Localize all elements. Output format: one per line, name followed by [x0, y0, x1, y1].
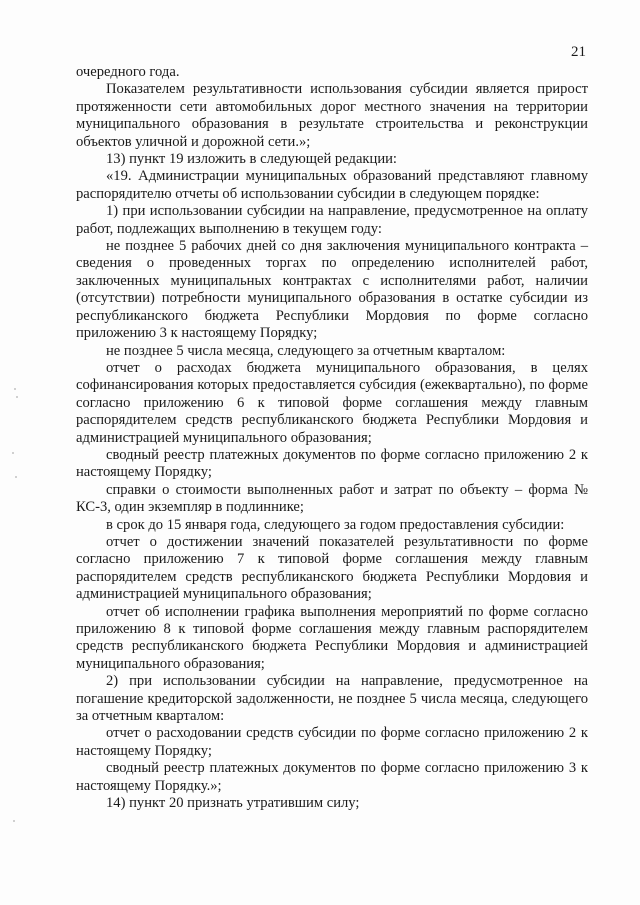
page-number: 21 [571, 44, 586, 60]
paragraph-subitem-1: 1) при использовании субсидии на направление, предусмотренное на оплату работ, подлежащих выполнению в текущем году: [76, 203, 588, 237]
paragraph-continuation: очередного года. [76, 64, 180, 80]
paragraph-registry: сводный реестр платежных документов по форме согласно приложению 2 к настоящему Порядку; [76, 446, 588, 481]
paragraph-expense-report: отчет о расходах бюджета муниципального образования, в целях софинансирования которых предоставляется субсидия (ежеквартально), по форме согласно приложению 6 к типовой форме соглашения между главным распорядителем средств республиканского бюджета Республики Мордовия и администрацией муниципального образования; [76, 359, 588, 446]
paragraph-deadline-jan15: в срок до 15 января года, следующего за годом предоставления субсидии: [106, 516, 565, 533]
scan-speckle [16, 396, 18, 398]
scan-speckle [15, 476, 17, 478]
paragraph-indicator: Показателем результативности использования субсидии является прирост протяженности сети автомобильных дорог местного значения на территории муниципального образования в результате строительства и реконструкции объектов уличной и дорожной сети.»; [76, 81, 588, 150]
paragraph-spending-report: отчет о расходовании средств субсидии по форме согласно приложению 2 к настоящему Порядку; [76, 725, 588, 759]
paragraph-deadline-5: не позднее 5 числа месяца, следующего за отчетным кварталом: [106, 342, 506, 359]
paragraph-torgi: не позднее 5 рабочих дней со дня заключения муниципального контракта – сведения о проведенных торгах по определению исполнителей работ, заключенных муниципальных контрактах с исполнителями работ, наличии (отсутствии) потребности муниципального образования в остатке субсидии из республиканского бюджета Республики Мордовия по форме согласно приложению 3 к настоящему Порядку; [76, 238, 588, 342]
paragraph-clause-19: «19. Администрации муниципальных образований представляют главному распорядителю отчеты об использовании субсидии в следующем порядке: [76, 168, 588, 202]
scan-speckle [13, 820, 15, 822]
paragraph-item-14: 14) пункт 20 признать утратившим силу; [106, 795, 360, 812]
paragraph-results-report: отчет о достижении значений показателей результативности по форме согласно приложению 7 к типовой форме соглашения между главным распорядителем средств республиканского бюджета Республики Мордовия и администрацией муниципального образования; [76, 533, 588, 603]
scan-speckle [12, 452, 14, 454]
paragraph-item-13: 13) пункт 19 изложить в следующей редакции: [106, 151, 397, 168]
paragraph-registry-2: сводный реестр платежных документов по форме согласно приложению 3 к настоящему Порядку.»; [76, 760, 588, 794]
paragraph-subitem-2: 2) при использовании субсидии на направление, предусмотренное на погашение кредиторской задолженности, не позднее 5 числа месяца, следующего за отчетным кварталом: [76, 673, 588, 725]
paragraph-schedule-report: отчет об исполнении графика выполнения мероприятий по форме согласно приложению 8 к типовой форме соглашения между главным распорядителем средств республиканского бюджета Республики Мордовия и администрацией муниципального образования; [76, 603, 588, 672]
scan-speckle [14, 388, 16, 390]
paragraph-ks3: справки о стоимости выполненных работ и затрат по объекту – форма № КС-3, один экземпляр в подлиннике; [76, 481, 588, 516]
document-body [76, 64, 588, 812]
